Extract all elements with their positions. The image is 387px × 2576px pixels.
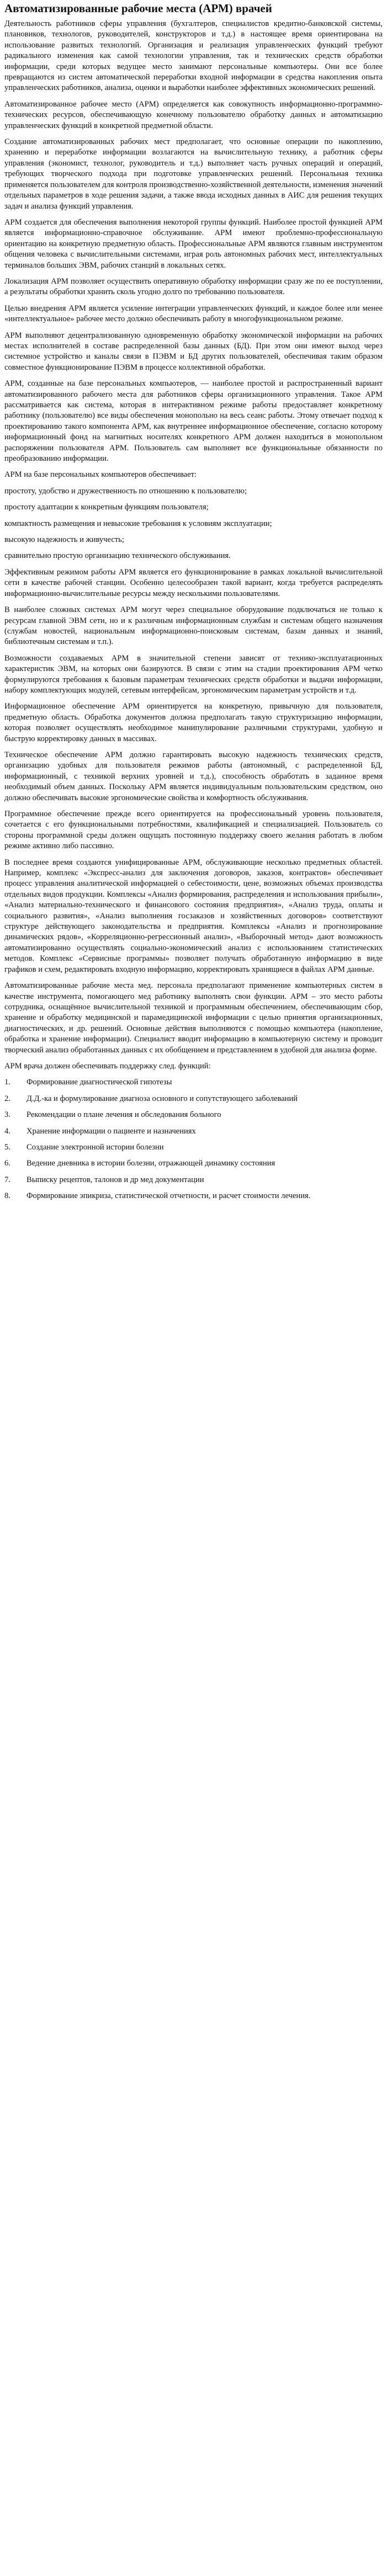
list-item	[4, 1094, 383, 1104]
list-item	[4, 1175, 383, 1185]
list-item-number: 2.	[4, 1094, 10, 1103]
list-item	[4, 1126, 383, 1137]
list-item-text: Рекомендации о плане лечения и обследования больного	[26, 1110, 221, 1120]
list-item-number: 1.	[4, 1078, 10, 1087]
paragraph: компактность размещения и невысокие требования к условиям эксплуатации;	[4, 519, 272, 528]
list-item	[4, 1191, 383, 1201]
list-item-number: 6.	[4, 1159, 10, 1168]
list-item-text: Формирование эпикриза, статистической отчетности, и расчет стоимости лечения.	[26, 1191, 311, 1201]
list-item-text: Создание электронной истории болезни	[26, 1142, 164, 1152]
paragraph: Автоматизированное рабочее место (АРМ) определяется как совокупность информационно-программно-технических ресурсов, обеспечивающую конечному пользователю обработку данных и автоматизацию управленческих функций в конкретной предметной области.	[4, 99, 383, 130]
list-item-text: Ведение дневника в истории болезни, отражающей динамику состояния	[26, 1159, 275, 1168]
paragraph: АРМ, созданные на базе персональных компьютеров, — наиболее простой и распространенный вариант автоматизированного рабочего места для работников сферы организационного управления. Такое АРМ рассматривается как система, которая в интерактивном режиме работы предоставляет конкретному работнику (пользователю) все виды обеспечения монопольно на весь сеанс работы. Этому отвечает подход к проектированию такого компонента АРМ, как внутреннее информационное обеспечение, согласно которому информационный фонд на магнитных носителях конкретного АРМ должен находиться в монопольном распоряжении пользователя АРМ. Пользователь сам выполняет все функциональные обязанности по преобразованию информации.	[4, 379, 383, 464]
list-item-number: 5.	[4, 1142, 10, 1152]
paragraph: Техническое обеспечение АРМ должно гарантировать высокую надежность технических средств, организацию удобных для пользователя режимов работы (автономный, с распределенной БД, информационный, с техникой верхних уровней и т.д.), способность обработать в заданное время необходимый объем данных. Поскольку АРМ является индивидуальным пользовательским средством, оно должно обеспечивать высокие эргономические свойства и комфортность обслуживания.	[4, 750, 383, 802]
list-item-number: 3.	[4, 1110, 10, 1120]
paragraph: Программное обеспечение прежде всего ориентируется на профессиональный уровень пользователя, сочетается с его функциональными потребностями, квалификацией и специализацией. Пользователь со стороны программной среды должен ощущать постоянную поддержку своего желания работать в любом режиме активно либо пассивно.	[4, 810, 383, 851]
paragraph: Локализация АРМ позволяет осуществить оперативную обработку информации сразу же по ее поступлении, а результаты обработки хранить сколь угодно долго по требованию пользователя.	[4, 276, 383, 297]
paragraph: простоту, удобство и дружественность по отношению к пользователю;	[4, 486, 247, 496]
paragraph: Возможности создаваемых АРМ в значительной степени зависят от технико-эксплуатационных характеристик ЭВМ, на которых они базируются. В связи с этим на стадии проектирования АРМ четко формулируются требования к базовым параметрам технических средств обработки и выдачи информации, набору комплектующих модулей, сетевым интерфейсам, эргономическим параметрам устройств и т.д.	[4, 653, 383, 695]
paragraph: АРМ выполняют децентрализованную одновременную обработку экономической информации на рабочих местах исполнителей в составе распределенной базы данных (БД). При этом они имеют выход через системное устройство и каналы связи в ПЭВМ и БД других пользователей, обеспечивая таким образом совместное функционирование ПЭВМ в процессе коллективной обработки.	[4, 331, 383, 372]
paragraph: АРМ врача должен обеспечивать поддержку след. функций:	[4, 1061, 211, 1071]
document-page	[0, 0, 387, 1202]
paragraph: В наиболее сложных системах АРМ могут через специальное оборудование подключаться не только к ресурсам главной ЭВМ сети, но и к различным информационным службам и системам общего назначения (службам новостей, национальным информационно-поисковым системам, базам данных и знаний, библиотечным системам и т.п.).	[4, 605, 383, 647]
list-item-number: 7.	[4, 1175, 10, 1184]
list-item-text: Хранение информации о пациенте и назначениях	[26, 1126, 196, 1136]
paragraph: АРМ на базе персональных компьютеров обеспечивает:	[4, 470, 197, 480]
document-body	[4, 19, 383, 1072]
paragraph: Эффективным режимом работы АРМ является его функционирование в рамках локальной вычислительной сети в качестве рабочей станции. Особенно целесообразен такой вариант, когда требуется распределять информационно-вычислительные ресурсы между несколькими пользователями.	[4, 567, 383, 598]
page-title: Автоматизированные рабочие места (АРМ) врачей	[4, 2, 272, 15]
paragraph: Создание автоматизированных рабочих мест предполагает, что основные операции по накоплению, хранению и переработке информации возлагаются на вычислительную технику, а работник сферы управления (экономист, технолог, руководитель и т.д.) выполняет часть ручных операций и операций, требующих творческого подхода при подготовке управленческих решений. Персональная техника применяется пользователем для контроля производственно-хозяйственной деятельности, изменения значений отдельных параметров в ходе решения задачи, а также ввода исходных данных в АИС для решения текущих задач и анализа функций управления.	[4, 137, 383, 211]
paragraph: Автоматизированные рабочие места мед. персонала предполагают применение компьютерных систем в качестве инструмента, помогающего мед работнику выполнять свои функции. АРМ – это место работы сотрудника, оснащённое вычислительной техникой и программным обеспечением, обеспечивающим сбор, хранение и обработку медицинской и парамедицинской информации с целью принятия организационных, диагностических, и др. решений. Основные действия выполняются с помощью компьютера (накопление, обработка и хранение информации). Специалист вводит информацию в компьютерную систему и проводит творческий анализ обработанных данных с их обобщением и представлением в удобной для анализа форме.	[4, 981, 383, 1055]
paragraph: высокую надежность и живучесть;	[4, 535, 124, 545]
paragraph: АРМ создается для обеспечения выполнения некоторой группы функций. Наиболее простой функцией АРМ является информационно-справочное обслуживание. АРМ имеют проблемно-профессиональную ориентацию на конкретную предметную область. Профессиональные АРМ являются главным инструментом общения человека с вычислительными системами, играя роль автономных рабочих мест, интеллектуальных терминалов больших ЭВМ, рабочих станций в локальных сетях.	[4, 217, 383, 270]
paragraph: Деятельность работников сферы управления (бухгалтеров, специалистов кредитно-банковской системы, плановиков, технологов, руководителей, конструкторов и т.д.) в настоящее время ориентирована на использование развитых технологий. Организация и реализация управленческих функций требуют радикального изменения как самой технологии управления, так и технических средств обработки информации, среди которых ведущее место занимают персональные компьютеры. Они все более превращаются из систем автоматической переработки входной информации в средства накопления опыта управленческих работников, анализа, оценки и выработки наиболее эффективных экономических решений.	[4, 19, 383, 93]
list-item	[4, 1158, 383, 1169]
list-item-text: Д.Д.-ка и формулирование диагноза основного и сопутствующего заболеваний	[26, 1094, 298, 1103]
paragraph: Информационное обеспечение АРМ ориентируется на конкретную, привычную для пользователя, предметную область. Обработка документов должна предполагать такую структуризацию информации, которая позволяет осуществлять необходимое манипулирование различными структурами, удобную и быструю корректировку данных в массивах.	[4, 702, 383, 743]
list-item-number: 4.	[4, 1126, 10, 1136]
list-item-number: 8.	[4, 1191, 10, 1201]
paragraph: Целью внедрения АРМ является усиление интеграции управленческих функций, и каждое более или менее «интеллектуальное» рабочее место должно обеспечивать работу в многофункциональном режиме.	[4, 304, 383, 324]
list-item-text: Выписку рецептов, талонов и др мед документации	[26, 1175, 204, 1184]
paragraph: сравнительно простую организацию технического обслуживания.	[4, 551, 231, 561]
list-item	[4, 1142, 383, 1153]
functions-list	[4, 1077, 383, 1201]
list-item	[4, 1077, 383, 1088]
list-item-text: Формирование диагностической гипотезы	[26, 1078, 172, 1087]
paragraph: В последнее время создаются унифицированные АРМ, обслуживающие несколько предметных областей. Например, комплекс «Экспресс-анализ для заключения договоров, заказов, контрактов» обеспечивает процесс управления аналитической информацией о себестоимости, цене, возможных объемах производства отдельных видов продукции. Комплексы «Анализ формирования, распределения и использования прибыли», «Анализ материально-технического и финансового состояния предприятия», «Анализ труда, оплаты и социального развития», «Анализ выполнения госзаказов и хозяйственных договоров» соответствуют структуре действующего законодательства и предприятия. Комплексы «Анализ и прогнозирование динамических рядов», «Корреляционно-регрессионный анализ», «Выборочный метод» дают возможность автоматизированно осуществлять социально-экономический анализ с использованием статистических методов. Комплекс «Сервисные программы» позволяет получать обработанную информацию в виде графиков и схем, редактировать входную информацию, корректировать хранящиеся в файлах АРМ данные.	[4, 858, 383, 974]
paragraph: простоту адаптации к конкретным функциям пользователя;	[4, 503, 209, 512]
list-item	[4, 1110, 383, 1120]
